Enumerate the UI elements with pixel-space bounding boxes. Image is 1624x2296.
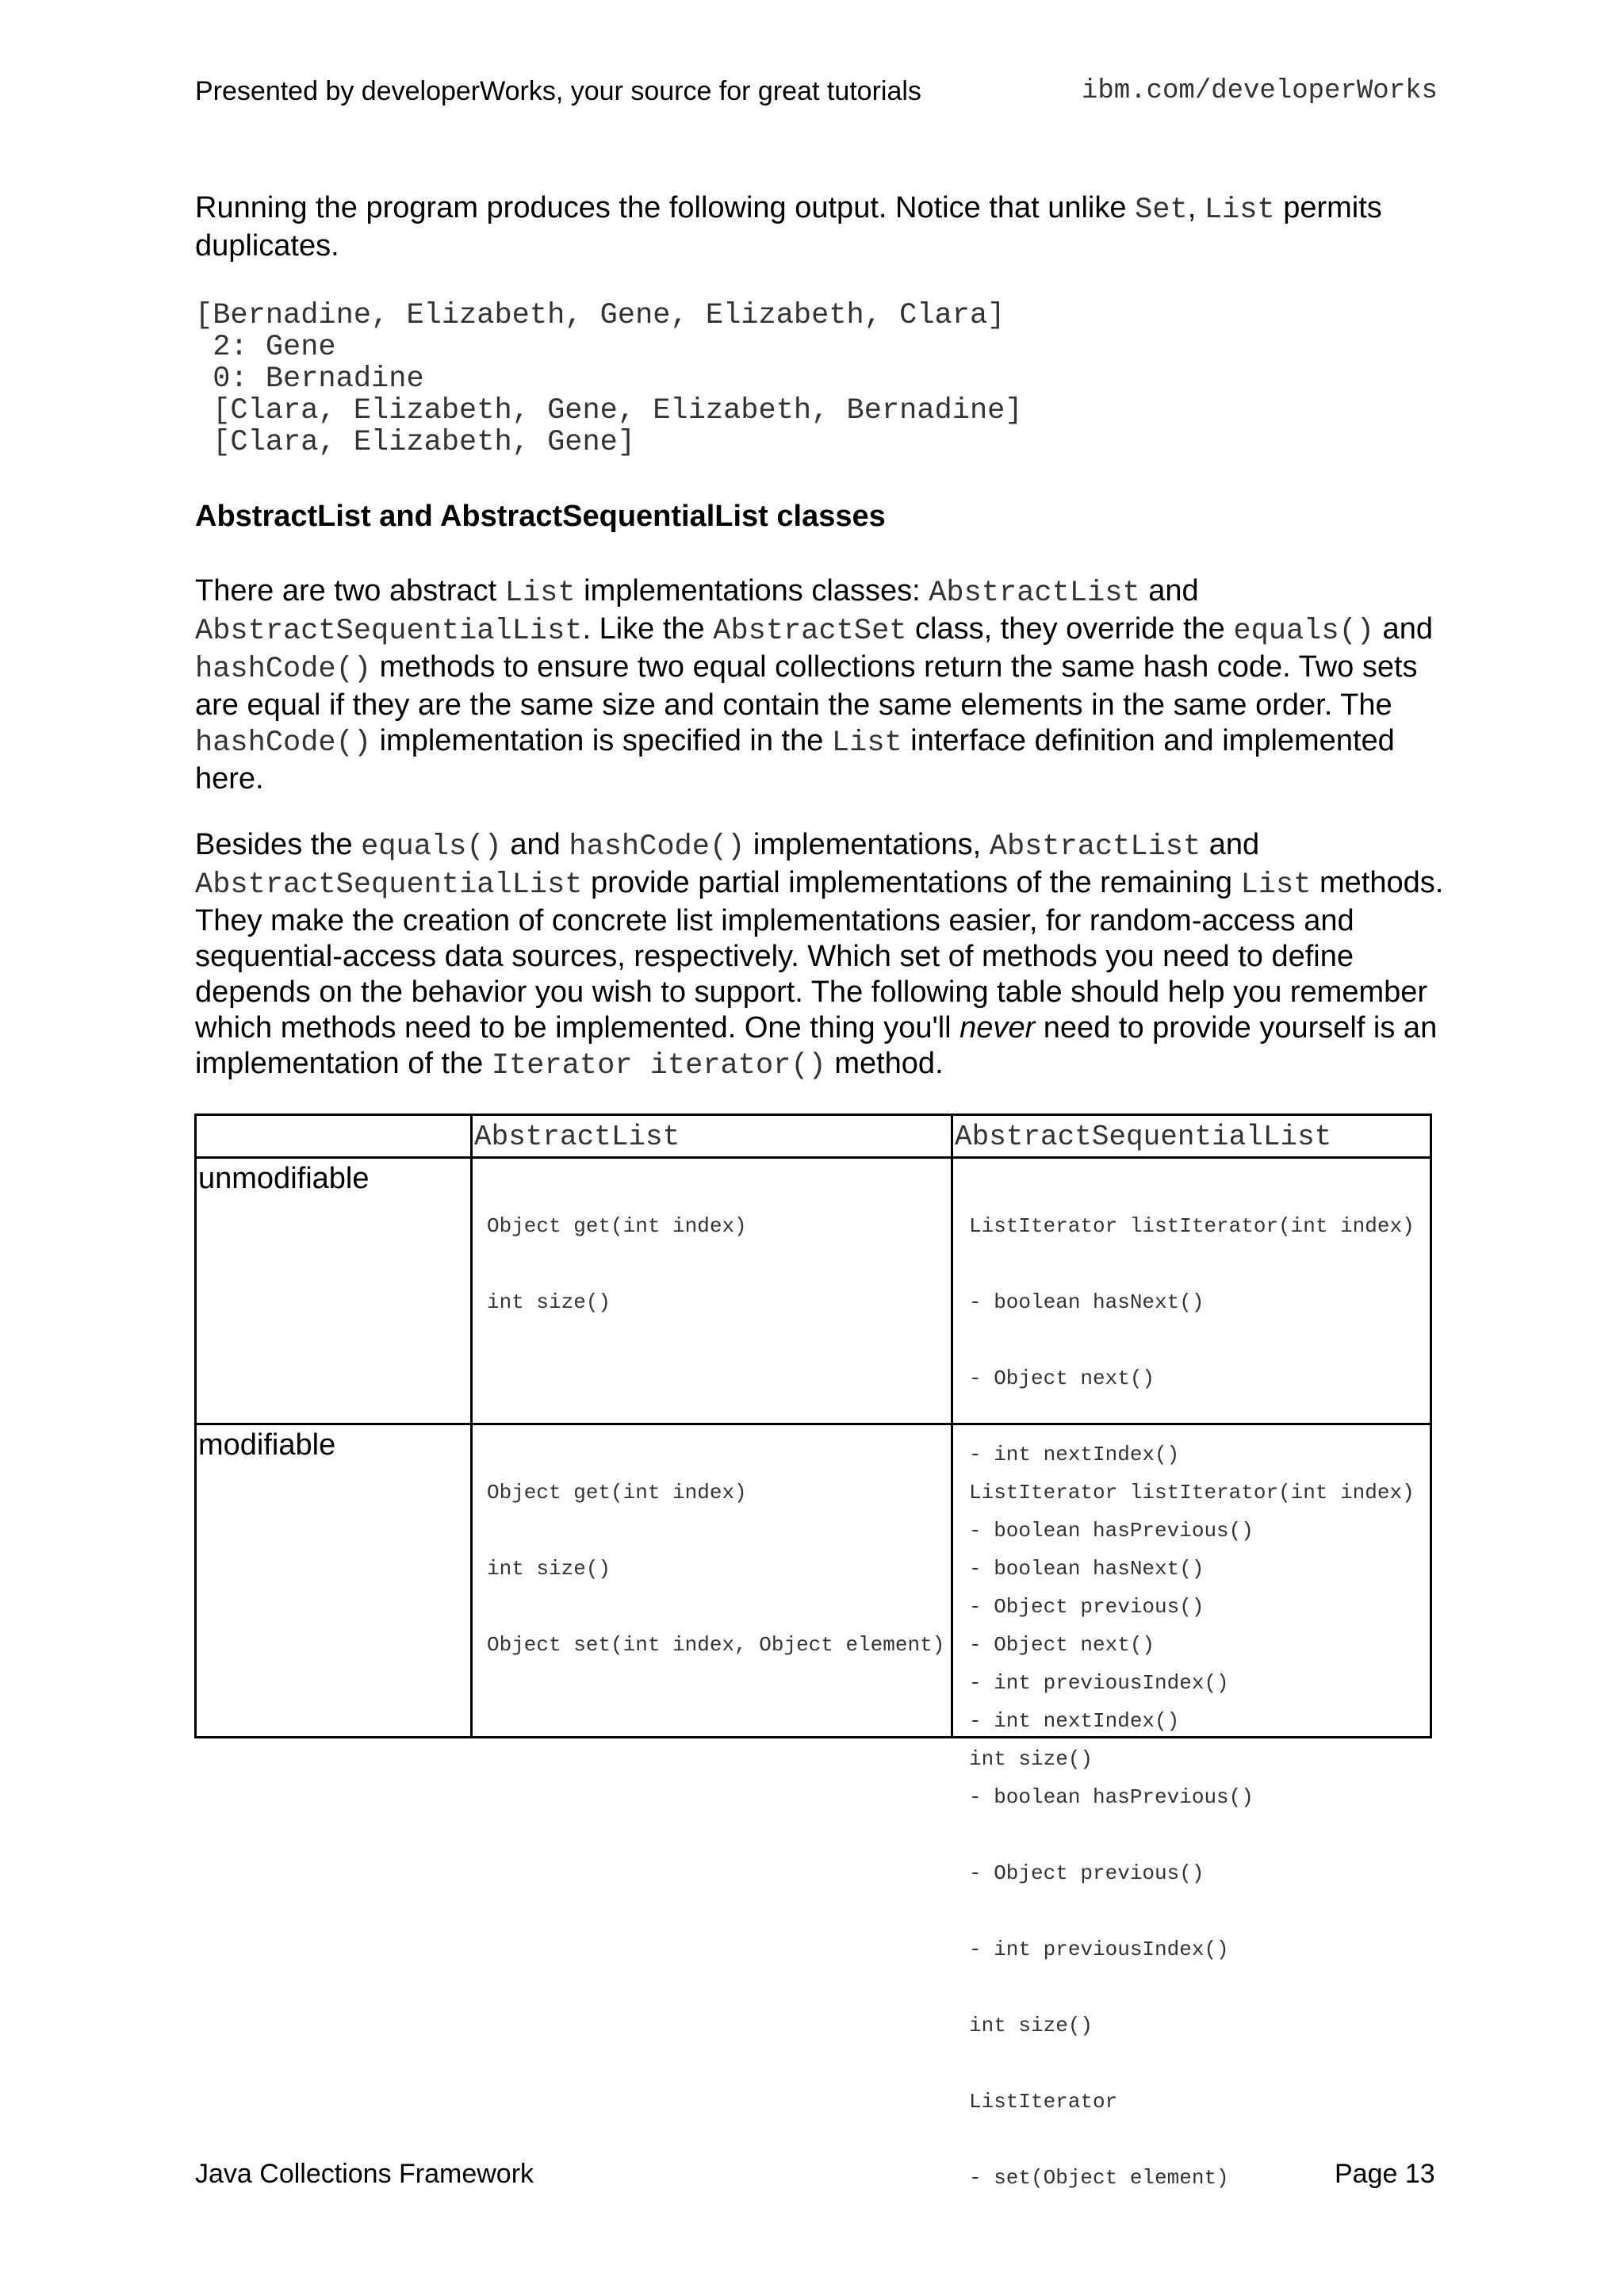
column-header-abstract-list: AbstractList: [474, 1121, 680, 1153]
method-item: - int previousIndex(): [969, 1938, 1229, 1961]
method-item: int size(): [487, 1290, 611, 1314]
method-item: Object get(int index): [487, 1214, 747, 1238]
header-title: Presented by developerWorks, your source for great tutorials: [195, 76, 921, 106]
method-item: int size(): [969, 2014, 1094, 2037]
row-label-unmodifiable: unmodifiable: [198, 1162, 370, 1195]
method-item: ListIterator: [969, 2090, 1118, 2114]
cell-modifiable-abstract-sequential-list: [969, 1429, 1415, 2241]
table-divider: [951, 1116, 953, 1736]
method-item: - Object next(): [969, 1366, 1155, 1390]
column-header-abstract-sequential-list: AbstractSequentialList: [955, 1121, 1332, 1153]
method-item: - int nextIndex(): [969, 1443, 1180, 1466]
method-item: ListIterator listIterator(int index): [969, 1214, 1415, 1238]
method-item: - boolean hasPrevious(): [969, 1519, 1254, 1543]
row-label-modifiable: modifiable: [198, 1428, 336, 1462]
table-divider: [470, 1116, 473, 1736]
method-item: - Object previous(): [969, 1861, 1205, 1885]
table-divider: [197, 1156, 1430, 1159]
method-item: - boolean hasNext(): [969, 1290, 1205, 1314]
program-output: [195, 300, 1023, 458]
footer-title: Java Collections Framework: [195, 2159, 534, 2189]
abstract-list-paragraph: There are two abstract List implementations classes: AbstractList and AbstractSequentialList. Like the AbstractSet class, they override the equals() and hashCode() methods to ensure two equal collections return the same hash code. Two sets are equal if they are the same size and contain the same elements in the same order. The hashCode() implementation is specified in the List interface definition and implemented here.: [195, 574, 1433, 795]
method-item: - int previousIndex(): [969, 1671, 1229, 1695]
output-line: [Bernadine, Elizabeth, Gene, Elizabeth, Clara]: [195, 299, 1005, 332]
partial-implementations-paragraph: Besides the equals() and hashCode() implementations, AbstractList and AbstractSequentialList provide partial implementations of the remaining List methods. They make the creation of concrete list implementations easier, for random-access and sequential-access data sources, respectively. Which set of methods you need to define depends on the behavior you wish to support. The following table should help you remember which methods need to be implemented. One thing you'll never need to provide yourself is an implementation of the Iterator iterator() method.: [195, 828, 1444, 1083]
cell-unmodifiable-abstract-list: [487, 1163, 747, 1366]
section-heading: AbstractList and AbstractSequentialList classes: [195, 500, 886, 533]
method-item: int size(): [969, 1747, 1094, 1771]
method-item: - int nextIndex(): [969, 1709, 1180, 1733]
method-item: - Object next(): [969, 1633, 1155, 1657]
method-item: Object get(int index): [487, 1481, 747, 1504]
intro-paragraph: Running the program produces the following output. Notice that unlike Set, List permits duplicates.: [195, 191, 1382, 263]
page-number: Page 13: [1335, 2159, 1435, 2189]
output-line: 2: Gene: [195, 331, 336, 364]
method-item: - Object previous(): [969, 1595, 1205, 1619]
method-item: ListIterator listIterator(int index): [969, 1481, 1415, 1504]
method-item: - boolean hasPrevious(): [969, 1785, 1254, 1809]
output-line: [Clara, Elizabeth, Gene, Elizabeth, Bernadine]: [195, 394, 1023, 427]
method-item: Object set(int index, Object element): [487, 1633, 945, 1657]
output-line: [Clara, Elizabeth, Gene]: [195, 426, 636, 459]
header-site: ibm.com/developerWorks: [1082, 76, 1438, 106]
method-item: int size(): [487, 1557, 611, 1581]
method-item: - boolean hasNext(): [969, 1557, 1205, 1581]
cell-modifiable-abstract-list: [487, 1429, 944, 1708]
method-item: - set(Object element): [969, 2166, 1229, 2190]
output-line: 0: Bernadine: [195, 362, 424, 396]
